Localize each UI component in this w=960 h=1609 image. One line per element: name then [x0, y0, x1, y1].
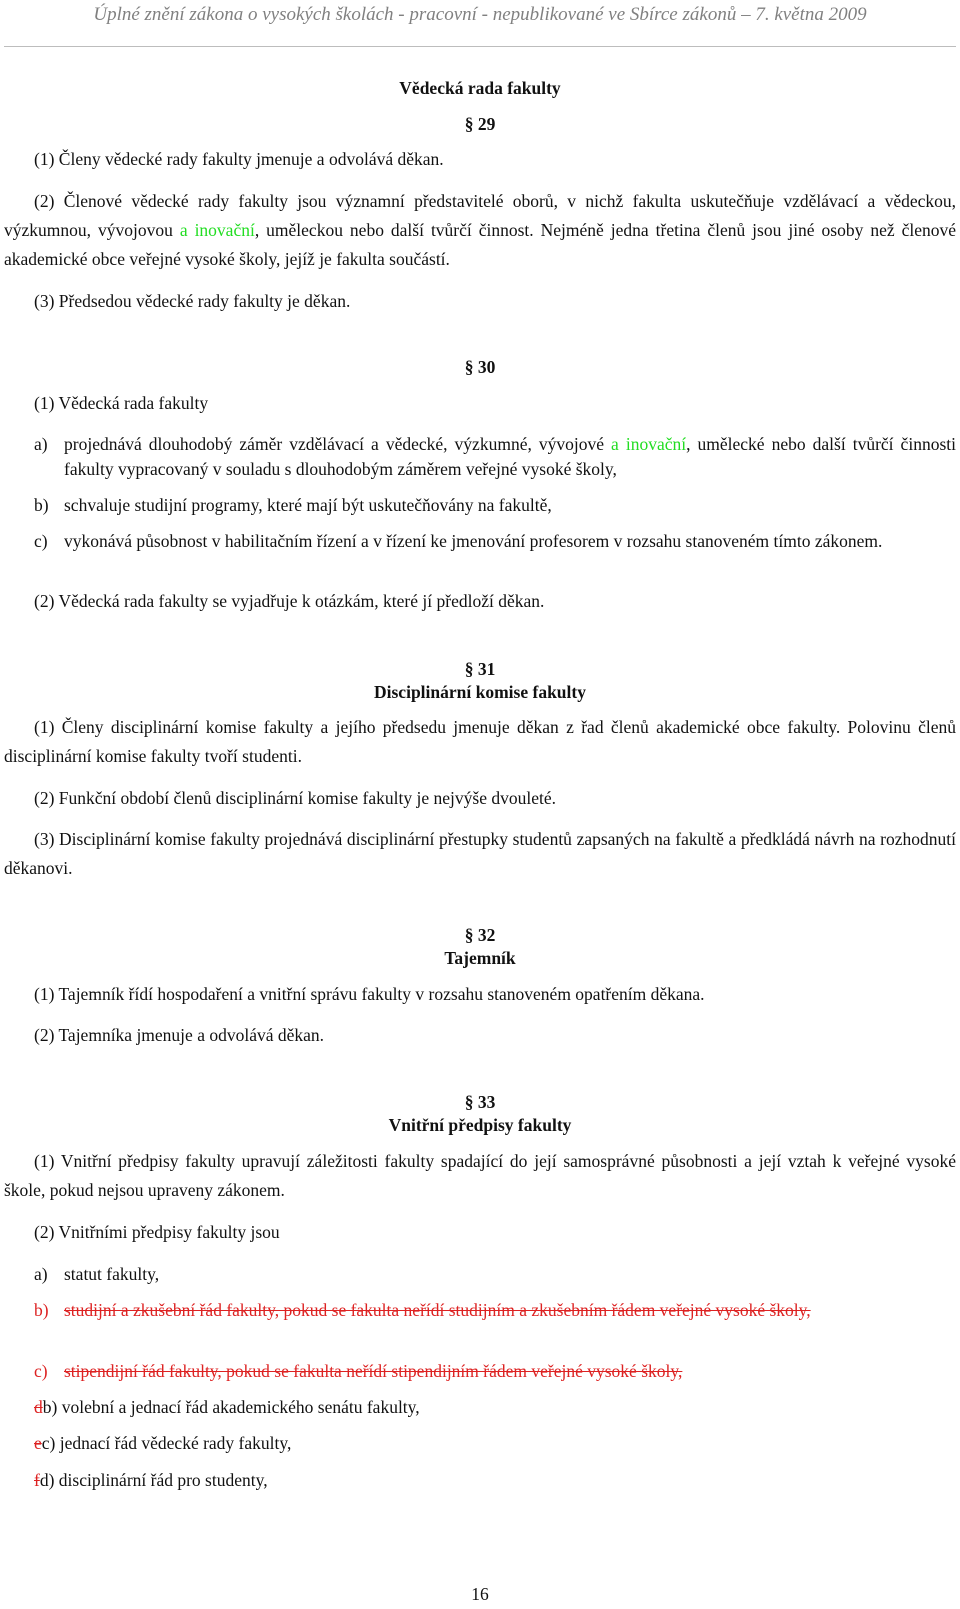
s30-item-c-label: c) [34, 531, 48, 551]
s30-item-c-text: vykonává působnost v habilitačním řízení a v řízení ke jmenování profesorem v rozsahu stanoveném tímto zákonem. [64, 531, 883, 551]
running-header: Úplné znění zákona o vysokých školách - pracovní - nepublikované ve Sbírce zákonů – 7. května 2009 [93, 4, 867, 25]
s30-item-a [34, 432, 956, 482]
s31-paragraph-2: (2) Funkční období členů disciplinární komise fakulty je nejvýše dvouleté. [34, 788, 556, 808]
s33-item-d-text: volební a jednací řád akademického senátu fakulty, [61, 1397, 420, 1417]
s30-item-a-label: a) [34, 434, 48, 454]
s30-item-a-text-2: , umělecké nebo další tvůrčí činnosti fakulty vypracovaný v souladu s dlouhodobým záměrem veřejné vysoké školy, [64, 434, 956, 479]
s33-item-c-label: c) [34, 1361, 48, 1381]
s30-item-b [34, 493, 956, 518]
s29-title: Vědecká rada fakulty [399, 78, 561, 98]
s30-item-a-text-1: projednává dlouhodobý záměr vzdělávací a vědecké, výzkumné, vývojové [64, 434, 612, 454]
s33-item-f-deleted-letter: f [34, 1470, 40, 1490]
s33-section: § 33 [464, 1092, 496, 1112]
s33-item-c-text: stipendijní řád fakulty, pokud se fakulta neřídí stipendijním řádem veřejné vysoké školy, [64, 1361, 683, 1381]
s33-item-a-label: a) [34, 1264, 48, 1284]
s33-item-f-label: d) [39, 1470, 55, 1490]
s33-item-f-text: disciplinární řád pro studenty, [58, 1470, 268, 1490]
s32-paragraph-2: (2) Tajemníka jmenuje a odvolává děkan. [34, 1025, 325, 1045]
s33-item-d-label: b) [42, 1397, 58, 1417]
s33-item-a [34, 1262, 956, 1287]
s30-item-b-label: b) [34, 495, 49, 515]
s31-title: Disciplinární komise fakulty [374, 682, 586, 702]
s31-section: § 31 [464, 659, 496, 679]
s33-item-e-text: jednací řád vědecké rady fakulty, [59, 1433, 292, 1453]
s33-item-b-text: studijní a zkušební řád fakulty, pokud se fakulta neřídí studijním a zkušebním řádem veřejné vysoké školy, [64, 1300, 811, 1320]
s33-title: Vnitřní předpisy fakulty [388, 1115, 572, 1135]
s32-section: § 32 [464, 925, 496, 945]
s33-item-f [34, 1468, 956, 1493]
header-rule [4, 46, 956, 47]
s31-paragraph-3: (3) Disciplinární komise fakulty projednává disciplinární přestupky studentů zapsaných na fakultě a předkládá návrh na rozhodnutí děkanovi. [4, 829, 956, 878]
s33-paragraph-2: (2) Vnitřními předpisy fakulty jsou [34, 1222, 280, 1242]
s33-item-e-label: c) [41, 1433, 56, 1453]
s29-p2-inserted: a inovační [179, 220, 255, 240]
s29-paragraph-3: (3) Předsedou vědecké rady fakulty je děkan. [34, 291, 351, 311]
page-number: 16 [471, 1584, 489, 1604]
s30-paragraph-2: (2) Vědecká rada fakulty se vyjadřuje k otázkám, které jí předloží děkan. [34, 591, 545, 611]
s33-item-e-deleted-letter: e [34, 1433, 42, 1453]
s33-paragraph-1: (1) Vnitřní předpisy fakulty upravují záležitosti fakulty spadající do její samosprávné působnosti a její vztah k veřejné vysoké škole, pokud nejsou upraveny zákonem. [4, 1151, 956, 1200]
s29-p2-text-b: , uměleckou nebo další tvůrčí činnost. Nejméně jedna třetina členů jsou jiné osoby než členové akademické obce veřejné vysoké školy, jejíž je fakulta součástí. [4, 220, 956, 269]
s33-item-b-deleted [34, 1298, 956, 1323]
s33-item-c-deleted [34, 1359, 956, 1384]
s33-item-d-deleted-letter: d [34, 1397, 43, 1417]
s30-item-a-inserted: a inovační [611, 434, 687, 454]
s30-section: § 30 [464, 357, 496, 377]
s29-paragraph-2 [4, 187, 956, 274]
s33-item-b-label: b) [34, 1300, 49, 1320]
s33-item-d [34, 1395, 956, 1420]
s33-item-a-text: statut fakulty, [64, 1264, 160, 1284]
s30-paragraph-1: (1) Vědecká rada fakulty [34, 393, 209, 413]
s29-paragraph-1: (1) Členy vědecké rady fakulty jmenuje a odvolává děkan. [34, 149, 444, 169]
s32-title: Tajemník [444, 948, 516, 968]
s32-paragraph-1: (1) Tajemník řídí hospodaření a vnitřní správu fakulty v rozsahu stanoveném opatřením děkana. [34, 984, 705, 1004]
s31-paragraph-1: (1) Členy disciplinární komise fakulty a jejího předsedu jmenuje děkan z řad členů akademické obce fakulty. Polovinu členů disciplinární komise fakulty tvoří studenti. [4, 717, 956, 766]
s30-item-c [34, 529, 956, 554]
s33-item-e [34, 1431, 956, 1456]
s30-item-b-text: schvaluje studijní programy, které mají být uskutečňovány na fakultě, [64, 495, 552, 515]
s29-p2-text-a: (2) Členové vědecké rady fakulty jsou významní představitelé oborů, v nichž fakulta uskutečňuje vzdělávací a vědeckou, výzkumnou, vývojovou [4, 191, 956, 240]
s29-section: § 29 [464, 114, 496, 134]
